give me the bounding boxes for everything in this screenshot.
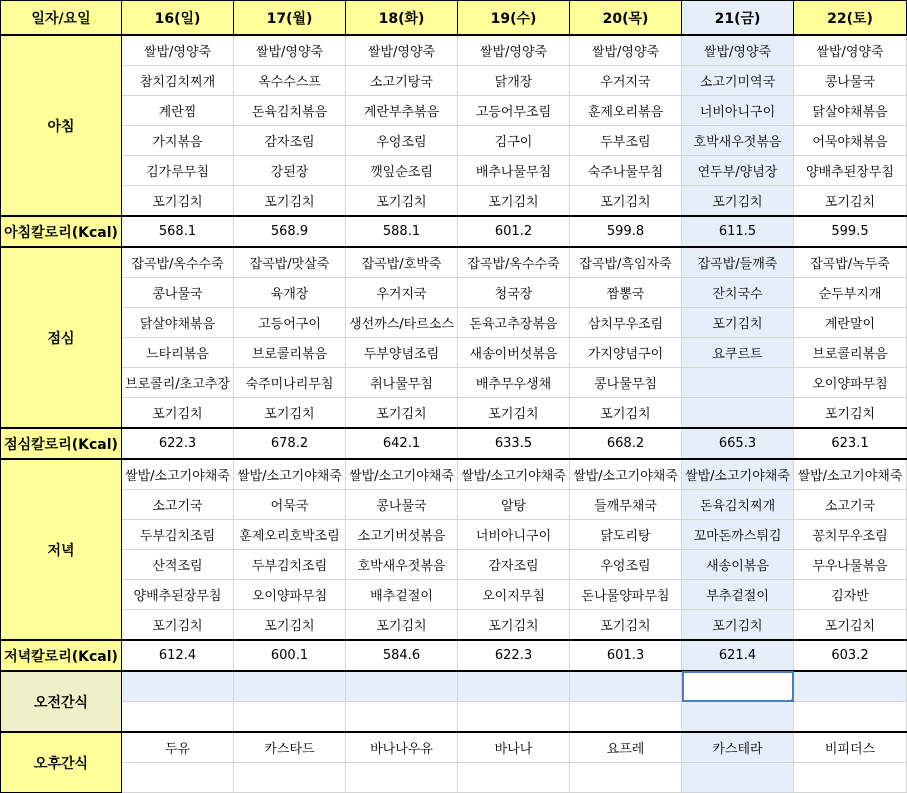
dinner-row xyxy=(1,490,907,520)
dinner-calorie-label-cell[interactable]: 저녁칼로리(Kcal) xyxy=(1,640,122,671)
menu-cell[interactable]: 쌀밥/영양죽 xyxy=(458,35,570,66)
menu-cell[interactable]: 우거지국 xyxy=(346,278,458,308)
menu-cell[interactable]: 깻잎순조림 xyxy=(346,156,458,186)
menu-cell[interactable]: 산적조림 xyxy=(122,550,234,580)
am-snack-cell[interactable] xyxy=(234,702,346,733)
menu-cell[interactable]: 돈육김치찌개 xyxy=(682,490,794,520)
menu-cell[interactable]: 오이양파무침 xyxy=(234,580,346,610)
menu-cell[interactable]: 콩나물국 xyxy=(346,490,458,520)
menu-cell[interactable]: 너비아니구이 xyxy=(682,96,794,126)
menu-cell[interactable]: 포기김치 xyxy=(458,610,570,641)
corner-header-cell[interactable]: 일자/요일 xyxy=(1,1,122,36)
dinner-row xyxy=(1,580,907,610)
menu-cell[interactable]: 꽁치무우조림 xyxy=(794,520,907,550)
am-snack-cell[interactable] xyxy=(794,671,907,702)
menu-cell[interactable]: 감자조림 xyxy=(458,550,570,580)
menu-cell[interactable]: 포기김치 xyxy=(570,398,682,429)
menu-cell[interactable]: 쌀밥/소고기야채죽 xyxy=(794,459,907,490)
lunch-row xyxy=(1,247,907,278)
menu-cell[interactable]: 포기김치 xyxy=(234,186,346,217)
menu-cell[interactable]: 쌀밥/소고기야채죽 xyxy=(458,459,570,490)
menu-cell[interactable]: 쌀밥/영양죽 xyxy=(794,35,907,66)
menu-cell[interactable]: 김구이 xyxy=(458,126,570,156)
menu-cell[interactable]: 잡곡밥/맛살죽 xyxy=(234,247,346,278)
menu-cell[interactable]: 생선까스/타르소스 xyxy=(346,308,458,338)
menu-cell[interactable]: 요쿠르트 xyxy=(682,338,794,368)
calorie-cell[interactable]: 668.2 xyxy=(570,428,682,459)
lunch-label-cell[interactable]: 점심 xyxy=(1,247,122,428)
menu-cell[interactable]: 잡곡밥/옥수수죽 xyxy=(122,247,234,278)
menu-cell[interactable]: 감자조림 xyxy=(234,126,346,156)
menu-cell[interactable]: 포기김치 xyxy=(794,186,907,217)
menu-cell[interactable]: 포기김치 xyxy=(234,398,346,429)
menu-cell[interactable]: 느타리볶음 xyxy=(122,338,234,368)
menu-cell[interactable]: 배추겉절이 xyxy=(346,580,458,610)
snack_pm-label-cell[interactable]: 오후간식 xyxy=(1,732,122,793)
menu-cell[interactable]: 새송이볶음 xyxy=(682,550,794,580)
lunch-row xyxy=(1,398,907,429)
menu-cell[interactable]: 두부김치조림 xyxy=(234,550,346,580)
menu-cell[interactable]: 포기김치 xyxy=(682,308,794,338)
menu-cell[interactable]: 호박새우젓볶음 xyxy=(682,126,794,156)
menu-cell[interactable]: 잡곡밥/녹두죽 xyxy=(794,247,907,278)
pm-snack-cell[interactable]: 바나나 xyxy=(458,732,570,763)
menu-cell[interactable]: 계란부추볶음 xyxy=(346,96,458,126)
menu-cell[interactable]: 브로콜리/초고추장 xyxy=(122,368,234,398)
am-snack-cell[interactable] xyxy=(570,671,682,702)
menu-cell[interactable]: 새송이버섯볶음 xyxy=(458,338,570,368)
calorie-cell[interactable]: 601.3 xyxy=(570,640,682,671)
am-snack-cell[interactable] xyxy=(682,702,794,733)
menu-cell[interactable]: 가지볶음 xyxy=(122,126,234,156)
menu-cell[interactable]: 돈나물양파무침 xyxy=(570,580,682,610)
menu-cell[interactable]: 숙주나물무침 xyxy=(570,156,682,186)
calorie-cell[interactable]: 622.3 xyxy=(458,640,570,671)
day-header-cell[interactable]: 21(금) xyxy=(682,1,794,36)
breakfast-row xyxy=(1,96,907,126)
breakfast-row xyxy=(1,126,907,156)
calorie-cell[interactable]: 633.5 xyxy=(458,428,570,459)
menu-cell[interactable]: 포기김치 xyxy=(570,186,682,217)
am-snack-cell[interactable] xyxy=(458,702,570,733)
calorie-cell[interactable]: 665.3 xyxy=(682,428,794,459)
pm-snack-cell[interactable]: 요프레 xyxy=(570,732,682,763)
dinner-row xyxy=(1,550,907,580)
menu-cell[interactable]: 쌀밥/영양죽 xyxy=(122,35,234,66)
menu-cell[interactable]: 무우나물볶음 xyxy=(794,550,907,580)
menu-cell[interactable]: 숙주미나리무침 xyxy=(234,368,346,398)
menu-cell[interactable]: 소고기국 xyxy=(794,490,907,520)
menu-cell[interactable]: 잡곡밥/들깨죽 xyxy=(682,247,794,278)
menu-cell[interactable]: 닭살야채볶음 xyxy=(122,308,234,338)
menu-cell[interactable]: 김자반 xyxy=(794,580,907,610)
menu-cell[interactable]: 우엉조림 xyxy=(570,550,682,580)
menu-cell[interactable]: 배추나물무침 xyxy=(458,156,570,186)
menu-cell[interactable]: 포기김치 xyxy=(682,186,794,217)
menu-cell[interactable]: 배추무우생채 xyxy=(458,368,570,398)
day-header-cell[interactable]: 20(목) xyxy=(570,1,682,36)
menu-cell[interactable]: 잔치국수 xyxy=(682,278,794,308)
menu-cell[interactable]: 계란찜 xyxy=(122,96,234,126)
menu-cell[interactable]: 포기김치 xyxy=(234,610,346,641)
menu-cell[interactable]: 잡곡밥/옥수수죽 xyxy=(458,247,570,278)
pm-snack-cell[interactable]: 두유 xyxy=(122,732,234,763)
menu-cell[interactable]: 삼치무우조림 xyxy=(570,308,682,338)
day-header-cell[interactable]: 22(토) xyxy=(794,1,907,36)
selected-cell[interactable] xyxy=(682,671,794,702)
menu-cell[interactable]: 포기김치 xyxy=(346,610,458,641)
fill-handle[interactable] xyxy=(791,699,794,702)
menu-cell[interactable]: 호박새우젓볶음 xyxy=(346,550,458,580)
menu-cell[interactable]: 브로콜리볶음 xyxy=(794,338,907,368)
menu-cell[interactable]: 쌀밥/영양죽 xyxy=(682,35,794,66)
menu-cell[interactable]: 포기김치 xyxy=(570,610,682,641)
menu-cell[interactable]: 짬뽕국 xyxy=(570,278,682,308)
menu-cell[interactable]: 포기김치 xyxy=(346,398,458,429)
pm-snack-cell[interactable]: 카스테라 xyxy=(682,732,794,763)
menu-cell[interactable]: 육개장 xyxy=(234,278,346,308)
menu-cell[interactable]: 부추겉절이 xyxy=(682,580,794,610)
menu-cell[interactable]: 쌀밥/소고기야채죽 xyxy=(682,459,794,490)
snack_am-row xyxy=(1,702,907,733)
calorie-cell[interactable]: 642.1 xyxy=(346,428,458,459)
menu-cell[interactable]: 쌀밥/소고기야채죽 xyxy=(122,459,234,490)
calorie-cell[interactable]: 611.5 xyxy=(682,216,794,247)
lunch-row xyxy=(1,368,907,398)
pm-snack-cell[interactable] xyxy=(570,763,682,793)
pm-snack-cell[interactable] xyxy=(122,763,234,793)
am-snack-cell[interactable] xyxy=(794,702,907,733)
header-row xyxy=(1,1,907,36)
menu-cell[interactable]: 포기김치 xyxy=(794,610,907,641)
menu-cell[interactable]: 소고기버섯볶음 xyxy=(346,520,458,550)
am-snack-cell[interactable] xyxy=(570,702,682,733)
menu-cell[interactable]: 콩나물국 xyxy=(794,66,907,96)
menu-cell[interactable]: 잡곡밥/흑임자죽 xyxy=(570,247,682,278)
menu-cell[interactable]: 어묵야채볶음 xyxy=(794,126,907,156)
snack_am-row xyxy=(1,671,907,702)
menu-cell[interactable]: 두부김치조림 xyxy=(122,520,234,550)
menu-cell[interactable]: 취나물무침 xyxy=(346,368,458,398)
calorie-cell[interactable]: 621.4 xyxy=(682,640,794,671)
menu-cell[interactable]: 오이지무침 xyxy=(458,580,570,610)
dinner-calorie-row xyxy=(1,640,907,671)
menu-cell[interactable]: 양배추된장무침 xyxy=(794,156,907,186)
menu-cell[interactable]: 닭살야채볶음 xyxy=(794,96,907,126)
menu-cell[interactable]: 돈육김치볶음 xyxy=(234,96,346,126)
pm-snack-cell[interactable]: 바나나우유 xyxy=(346,732,458,763)
day-header-cell[interactable]: 17(월) xyxy=(234,1,346,36)
calorie-cell[interactable]: 568.9 xyxy=(234,216,346,247)
lunch-row xyxy=(1,308,907,338)
menu-cell[interactable]: 순두부지개 xyxy=(794,278,907,308)
calorie-cell[interactable]: 588.1 xyxy=(346,216,458,247)
menu-cell[interactable]: 계란말이 xyxy=(794,308,907,338)
menu-cell[interactable]: 고등어무조림 xyxy=(458,96,570,126)
calorie-cell[interactable]: 678.2 xyxy=(234,428,346,459)
day-header-cell[interactable]: 18(화) xyxy=(346,1,458,36)
calorie-cell[interactable]: 612.4 xyxy=(122,640,234,671)
calorie-cell[interactable]: 600.1 xyxy=(234,640,346,671)
menu-cell[interactable]: 두부양념조림 xyxy=(346,338,458,368)
menu-cell[interactable]: 너비아니구이 xyxy=(458,520,570,550)
am-snack-cell[interactable] xyxy=(346,671,458,702)
menu-cell[interactable]: 가지양념구이 xyxy=(570,338,682,368)
breakfast-calorie-label-cell[interactable]: 아침칼로리(Kcal) xyxy=(1,216,122,247)
menu-cell[interactable]: 청국장 xyxy=(458,278,570,308)
calorie-cell[interactable]: 599.5 xyxy=(794,216,907,247)
breakfast-row xyxy=(1,186,907,217)
menu-cell[interactable]: 포기김치 xyxy=(794,398,907,429)
breakfast-row xyxy=(1,66,907,96)
calorie-cell[interactable]: 584.6 xyxy=(346,640,458,671)
menu-cell[interactable]: 브로콜리볶음 xyxy=(234,338,346,368)
lunch-row xyxy=(1,338,907,368)
menu-cell[interactable]: 알탕 xyxy=(458,490,570,520)
menu-cell[interactable]: 옥수수스프 xyxy=(234,66,346,96)
menu-cell[interactable]: 쌀밥/영양죽 xyxy=(570,35,682,66)
calorie-cell[interactable]: 601.2 xyxy=(458,216,570,247)
menu-cell[interactable]: 소고기탕국 xyxy=(346,66,458,96)
day-header-cell[interactable]: 19(수) xyxy=(458,1,570,36)
pm-snack-cell[interactable] xyxy=(234,763,346,793)
dinner-label-cell[interactable]: 저녁 xyxy=(1,459,122,640)
menu-cell[interactable]: 오이양파무침 xyxy=(794,368,907,398)
pm-snack-cell[interactable]: 비피더스 xyxy=(794,732,907,763)
menu-cell[interactable]: 포기김치 xyxy=(122,186,234,217)
am-snack-cell[interactable] xyxy=(122,671,234,702)
menu-cell[interactable]: 포기김치 xyxy=(458,186,570,217)
menu-cell[interactable]: 소고기국 xyxy=(122,490,234,520)
menu-cell[interactable]: 잡곡밥/호박죽 xyxy=(346,247,458,278)
calorie-cell[interactable]: 603.2 xyxy=(794,640,907,671)
menu-cell[interactable]: 꼬마돈까스튀김 xyxy=(682,520,794,550)
menu-cell[interactable]: 참치김치찌개 xyxy=(122,66,234,96)
pm-snack-cell[interactable] xyxy=(682,763,794,793)
calorie-cell[interactable]: 568.1 xyxy=(122,216,234,247)
menu-cell[interactable]: 쌀밥/소고기야채죽 xyxy=(234,459,346,490)
snack_pm-row xyxy=(1,732,907,763)
menu-cell[interactable]: 훈제오리볶음 xyxy=(570,96,682,126)
menu-cell[interactable]: 포기김치 xyxy=(122,398,234,429)
menu-cell[interactable]: 쌀밥/소고기야채죽 xyxy=(346,459,458,490)
lunch-calorie-row xyxy=(1,428,907,459)
breakfast-row xyxy=(1,35,907,66)
lunch-row xyxy=(1,278,907,308)
menu-cell[interactable]: 쌀밥/소고기야채죽 xyxy=(570,459,682,490)
menu-cell[interactable]: 콩나물무침 xyxy=(570,368,682,398)
day-header-cell[interactable]: 16(일) xyxy=(122,1,234,36)
breakfast-row xyxy=(1,156,907,186)
am-snack-cell[interactable] xyxy=(234,671,346,702)
menu-cell[interactable]: 쌀밥/영양죽 xyxy=(234,35,346,66)
menu-cell[interactable]: 우거지국 xyxy=(570,66,682,96)
breakfast-label-cell[interactable]: 아침 xyxy=(1,35,122,216)
dinner-row xyxy=(1,459,907,490)
menu-cell[interactable]: 어묵국 xyxy=(234,490,346,520)
pm-snack-cell[interactable]: 카스타드 xyxy=(234,732,346,763)
menu-cell[interactable]: 포기김치 xyxy=(122,610,234,641)
am-snack-cell[interactable] xyxy=(122,702,234,733)
am-snack-cell[interactable] xyxy=(458,671,570,702)
calorie-cell[interactable]: 599.8 xyxy=(570,216,682,247)
menu-cell[interactable]: 연두부/양념장 xyxy=(682,156,794,186)
snack_am-label-cell[interactable]: 오전간식 xyxy=(1,671,122,732)
menu-cell[interactable] xyxy=(682,368,794,398)
menu-cell[interactable]: 닭개장 xyxy=(458,66,570,96)
menu-cell[interactable]: 훈제오리호박조림 xyxy=(234,520,346,550)
calorie-cell[interactable]: 623.1 xyxy=(794,428,907,459)
menu-cell[interactable]: 소고기미역국 xyxy=(682,66,794,96)
dinner-row xyxy=(1,610,907,641)
calorie-cell[interactable]: 622.3 xyxy=(122,428,234,459)
menu-cell[interactable]: 우엉조림 xyxy=(346,126,458,156)
pm-snack-cell[interactable] xyxy=(458,763,570,793)
menu-cell[interactable]: 콩나물국 xyxy=(122,278,234,308)
pm-snack-cell[interactable] xyxy=(794,763,907,793)
menu-cell[interactable]: 강된장 xyxy=(234,156,346,186)
menu-cell[interactable]: 쌀밥/영양죽 xyxy=(346,35,458,66)
snack_pm-row xyxy=(1,763,907,793)
menu-cell[interactable] xyxy=(682,398,794,429)
menu-cell[interactable]: 김가루무침 xyxy=(122,156,234,186)
menu-cell[interactable]: 들깨무채국 xyxy=(570,490,682,520)
menu-cell[interactable]: 닭도리탕 xyxy=(570,520,682,550)
menu-cell[interactable]: 고등어구이 xyxy=(234,308,346,338)
menu-cell[interactable]: 돈육고추장볶음 xyxy=(458,308,570,338)
am-snack-cell[interactable] xyxy=(346,702,458,733)
lunch-calorie-label-cell[interactable]: 점심칼로리(Kcal) xyxy=(1,428,122,459)
menu-cell[interactable]: 양배추된장무침 xyxy=(122,580,234,610)
menu-cell[interactable]: 포기김치 xyxy=(346,186,458,217)
menu-cell[interactable]: 포기김치 xyxy=(458,398,570,429)
breakfast-calorie-row xyxy=(1,216,907,247)
dinner-row xyxy=(1,520,907,550)
menu-cell[interactable]: 두부조림 xyxy=(570,126,682,156)
menu-cell[interactable]: 포기김치 xyxy=(682,610,794,641)
pm-snack-cell[interactable] xyxy=(346,763,458,793)
